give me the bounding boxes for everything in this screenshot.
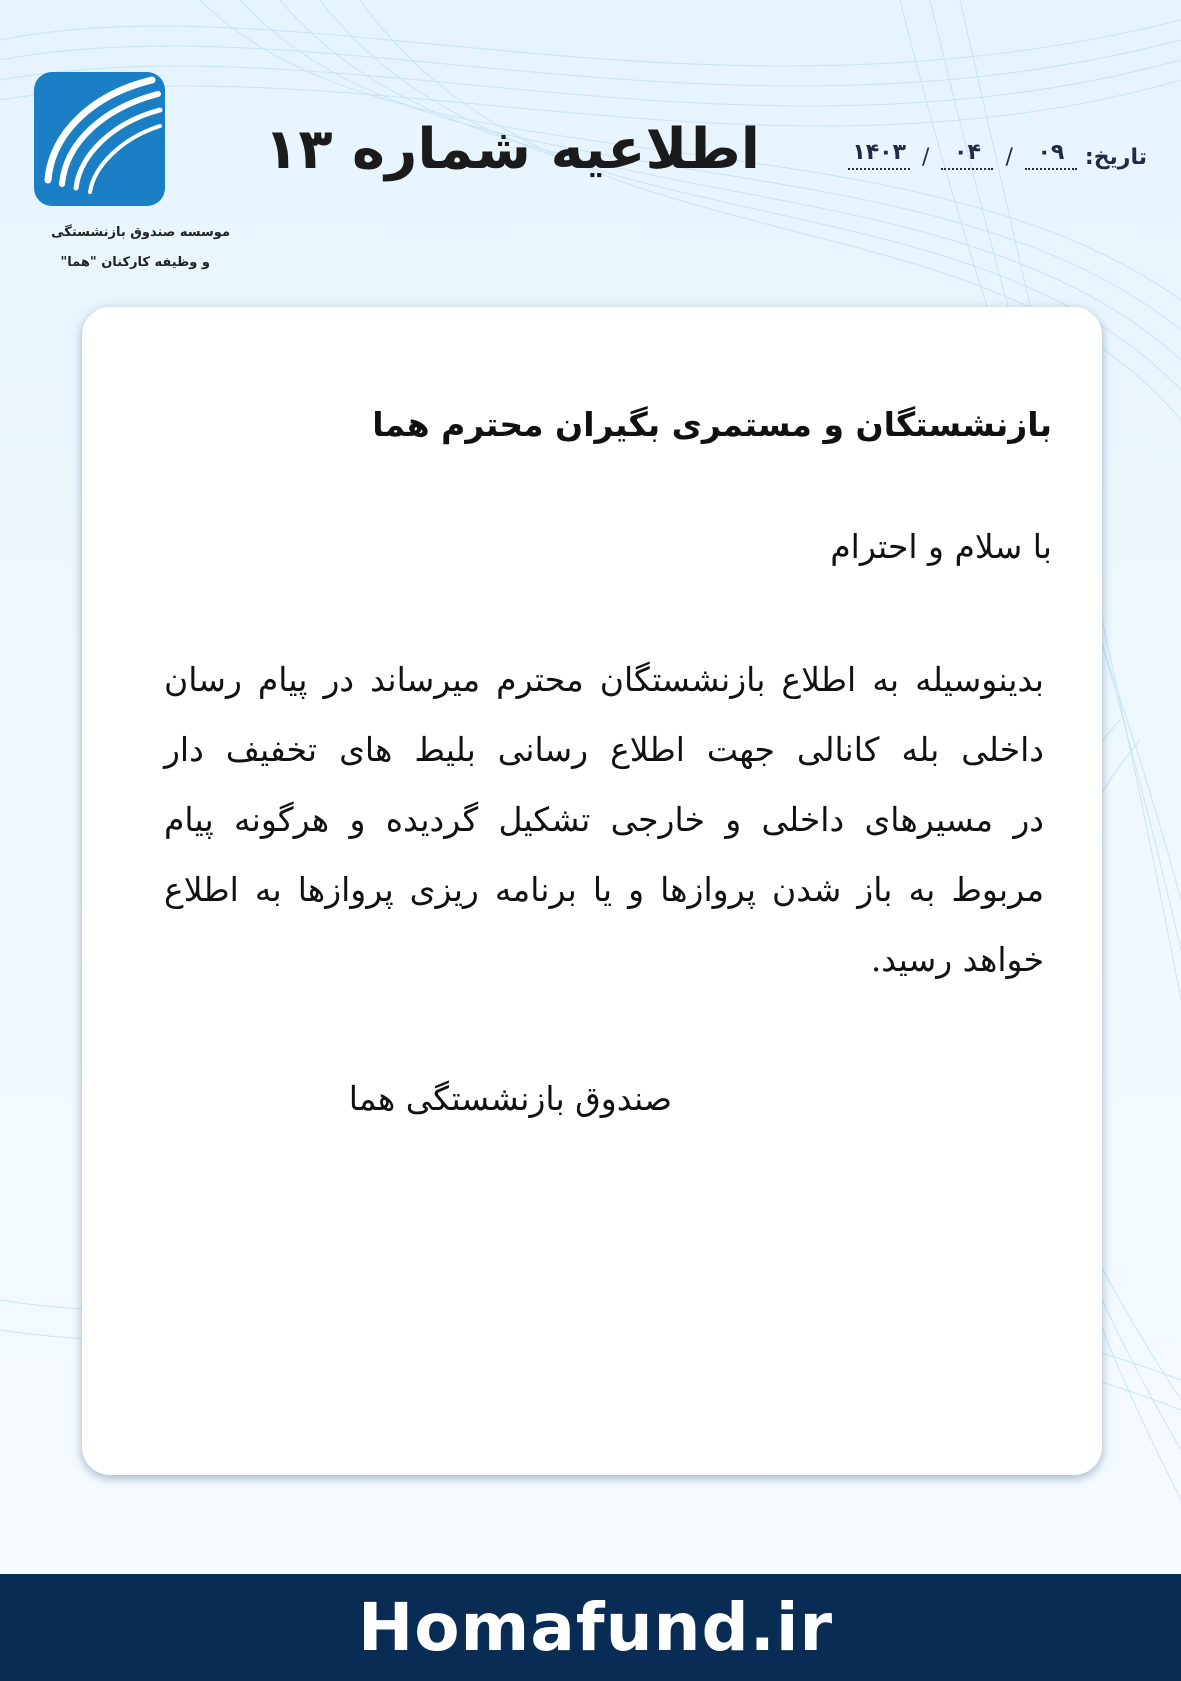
letter-card <box>82 307 1102 1475</box>
body-line: بدینوسیله به اطلاع بازنشستگان محترم میرساند در پیام رسان <box>164 660 1044 699</box>
website-link[interactable]: Homafund.ir <box>357 1589 834 1666</box>
homa-fund-logo-icon <box>34 72 165 206</box>
letter-greeting: با سلام و احترام <box>830 527 1052 566</box>
date-day: ۰۹ <box>1025 140 1077 170</box>
date-year: ۱۴۰۳ <box>848 140 910 170</box>
date-separator: / <box>1005 145 1013 170</box>
body-line: خواهد رسید. <box>870 940 1044 979</box>
organization-name-line1: موسسه صندوق بازنشستگی <box>51 225 230 240</box>
announcement-title: اطلاعیه شماره ۱۳ <box>264 117 760 182</box>
letter-body <box>164 645 1044 995</box>
footer-bar <box>0 1574 1181 1681</box>
body-line: مربوط به باز شدن پروازها و یا برنامه ریزی پروازها به اطلاع <box>164 870 1044 909</box>
organization-name <box>30 218 230 278</box>
date-month: ۰۴ <box>941 140 993 170</box>
letter-addressee: بازنشستگان و مستمری بگیران محترم هما <box>372 405 1052 444</box>
body-line: در مسیرهای داخلی و خارجی تشکیل گردیده و هرگونه پیام <box>164 800 1044 839</box>
organization-name-line2: و وظیفه کارکنان "هما" <box>60 255 210 270</box>
letter-signature: صندوق بازنشستگی هما <box>348 1079 672 1118</box>
date-label: تاریخ: <box>1084 145 1147 170</box>
body-line: داخلی بله کانالی جهت اطلاع رسانی بلیط های تخفیف دار <box>164 730 1044 769</box>
date-field <box>848 140 1147 170</box>
date-separator: / <box>922 145 930 170</box>
